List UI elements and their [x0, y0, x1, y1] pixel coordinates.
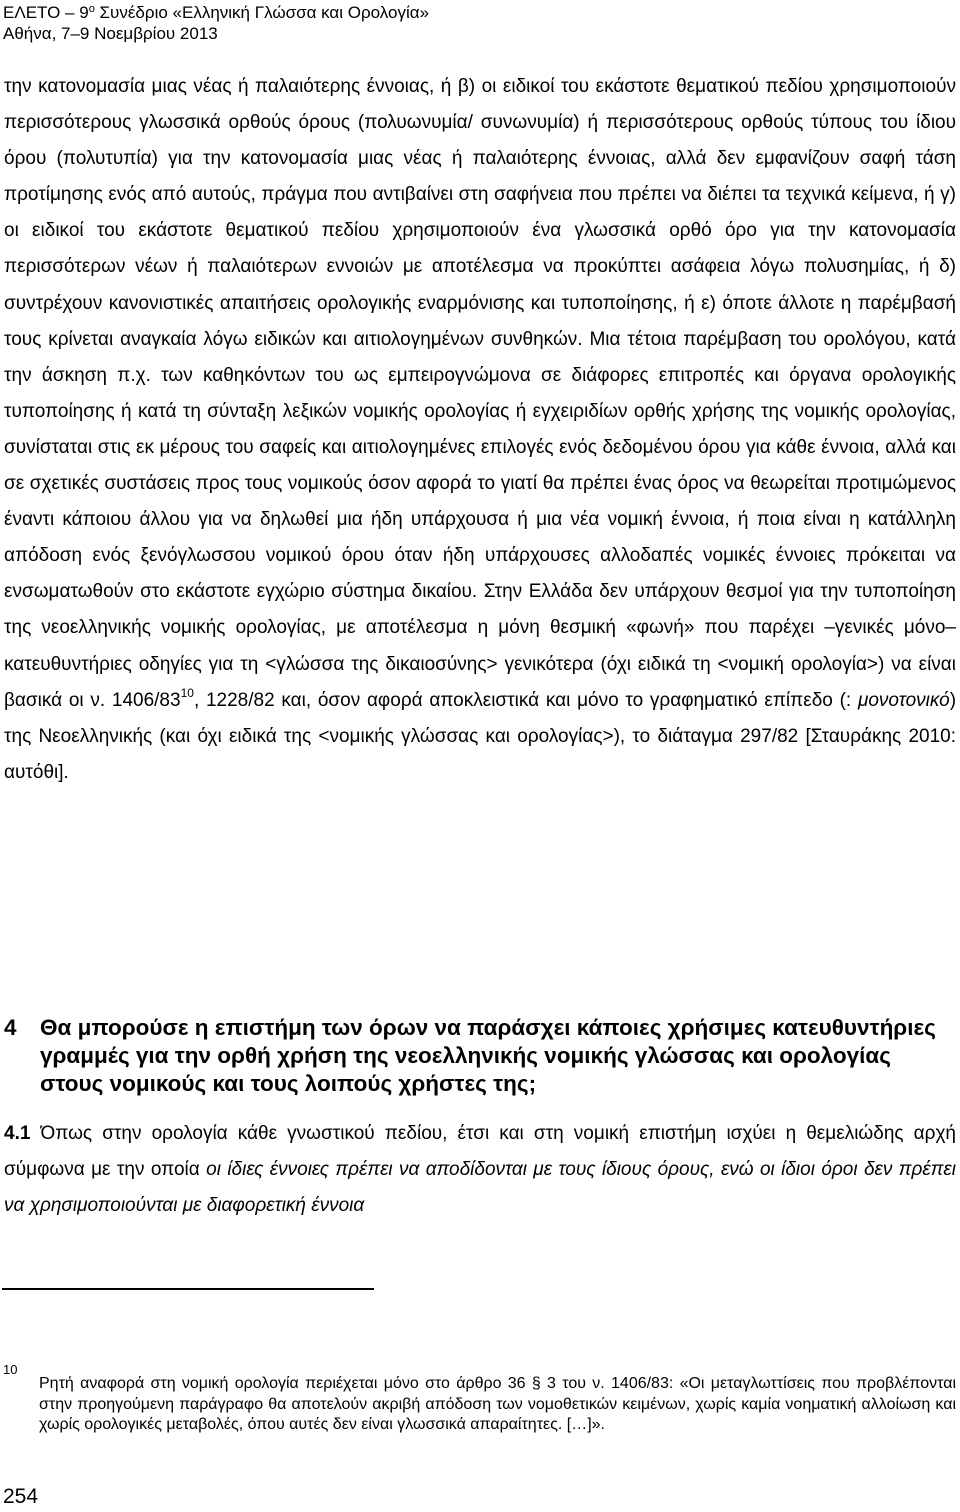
- page-number: 254: [3, 1485, 39, 1508]
- subsection-text-italic: οι ίδιες έννοιες πρέπει να αποδίδονται με τους ίδιους όρους, ενώ οι ίδιοι όροι δεν πρέπει να χρησιμοποιούνται με διαφορετική έννοια: [4, 1159, 956, 1217]
- subsection-number: 4.1: [4, 1123, 31, 1144]
- section-title: Θα μπορούσε η επιστήμη των όρων να παράσχει κάποιες χρήσιμες κατευθυντήριες γραμμές για την ορθή χρήση της νεοελληνικής νομικής γλώσσας και ορολογίας στους νομικούς και τους λοιπούς χρήστες της;: [40, 1015, 936, 1096]
- section-heading: [4, 1014, 956, 1098]
- conference-title: [3, 2, 429, 23]
- footnote-reference[interactable]: 10: [180, 685, 194, 700]
- subsection-text-plain: Όπως στην ορολογία κάθε γνωστικού πεδίου, έτσι και στη νομική επιστήμη ισχύει η θεμελιώδης αρχή σύμφωνα με την οποία: [4, 1123, 956, 1181]
- page-header: [3, 2, 429, 44]
- body-paragraph-part3: ) της Νεοελληνικής (και όχι ειδικά της <νομικής γλώσσας και ορολογίας>), το διάταγμα 297/82 [Σταυράκης 2010: αυτόθι].: [4, 689, 957, 783]
- body-paragraph-part2: , 1228/82 και, όσον αφορά αποκλειστικά και μόνο το γραφηματικό επίπεδο (:: [193, 689, 858, 711]
- section-number: 4: [4, 1015, 17, 1040]
- ordinal-superscript: ο: [88, 3, 95, 15]
- conference-title-suffix: Συνέδριο «Ελληνική Γλώσσα και Ορολογία»: [94, 3, 430, 22]
- subsection-paragraph: [4, 1116, 956, 1224]
- footnote-text: Ρητή αναφορά στη νομική ορολογία περιέχεται μόνο στο άρθρο 36 § 3 του ν. 1406/83: «Οι μεταγλωττίσεις που προβλέπονται στην προηγούμενη παράγραφο θα αποτελούν ακριβή απόδοση των νομοθετικών κειμένων, χωρίς καμία νοηματική αλλοίωση και χωρίς ορολογικές μεταβολές, όπου αυτές δεν είναι γλωσσικά απαραίτητες. […]».: [39, 1375, 956, 1433]
- footnote: [3, 1362, 956, 1436]
- conference-title-prefix: ΕΛΕΤΟ – 9: [3, 3, 89, 22]
- footnote-number: 10: [3, 1362, 18, 1377]
- footnote-separator: [2, 1288, 374, 1290]
- body-paragraph-part1: την κατονομασία μιας νέας ή παλαιότερης έννοιας, ή β) οι ειδικοί του εκάστοτε θεματικού πεδίου χρησιμοποιούν περισσότερους γλωσσικά ορθούς όρους (πολυωνυμία/ συνωνυμία) ή περισσότερους ορθούς τύπους του ίδιου όρου (πολυτυπία) για την κατονομασία μιας νέας ή παλαιότερης έννοιας, αλλά δεν εμφανίζουν σαφή τάση προτίμησης ενός από αυτούς, πράγμα που αντιβαίνει στη σαφήνεια που πρέπει να διέπει τα τεχνικά κείμενα, ή γ) οι ειδικοί του εκάστοτε θεματικού πεδίου χρησιμοποιούν ένα γλωσσικά ορθό όρο για την κατονομασία περισσότερων νέων ή παλαιότερων εννοιών με αποτέλεσμα να προκύπτει ασάφεια λόγω πολυσημίας, ή δ) συντρέχουν κανονιστικές απαιτήσεις ορολογικής εναρμόνισης και τυποποίησης, ή ε) όποτε άλλοτε η παρέμβασή τους κρίνεται αναγκαία λόγω ειδικών και αιτιολογημένων συνθηκών. Μια τέτοια παρέμβαση του ορολόγου, κατά την άσκηση π.χ. των καθηκόντων του ως εμπειρογνώμονα σε διάφορες επιτροπές και όργανα ορολογικής τυποποίησης ή κατά τη σύνταξη λεξικών νομικής ορολογίας ή εγχειριδίων ορθής χρήσης της νομικής ορολογίας, συνίσταται στις εκ μέρους του σαφείς και αιτιολογημένες επιλογές ενός δεδομένου όρου για κάθε έννοια, αλλά και σε σχετικές συστάσεις προς τους νομικούς όσον αφορά το γιατί θα πρέπει ένας όρος να θεωρείται προτιμώμενος έναντι κάποιου άλλου για να δηλωθεί μια ήδη υπάρχουσα ή μια νέα νομική έννοια, ή ποια είναι η κατάλληλη απόδοση ενός ξενόγλωσσου νομικού όρου όταν ήδη υπάρχουσες αλλοδαπές νομικές έννοιες πρόκειται να ενσωματωθούν στο εκάστοτε εγχώριο σύστημα δικαίου. Στην Ελλάδα δεν υπάρχουν θεσμοί για την τυποποίηση της νεοελληνικής νομικής ορολογίας, με αποτέλεσμα η μόνη θεσμική «φωνή» που παρέχει –γενικές μόνο– κατευθυντήριες οδηγίες για τη <γλώσσα της δικαιοσύνης> γενικότερα (όχι ειδικά τη <νομική ορολογία>) να είναι βασικά οι ν. 1406/83: [4, 76, 956, 711]
- body-paragraph: [4, 69, 956, 791]
- conference-location-date: Αθήνα, 7–9 Νοεμβρίου 2013: [3, 24, 218, 43]
- body-paragraph-italic: μονοτονικό: [857, 689, 950, 711]
